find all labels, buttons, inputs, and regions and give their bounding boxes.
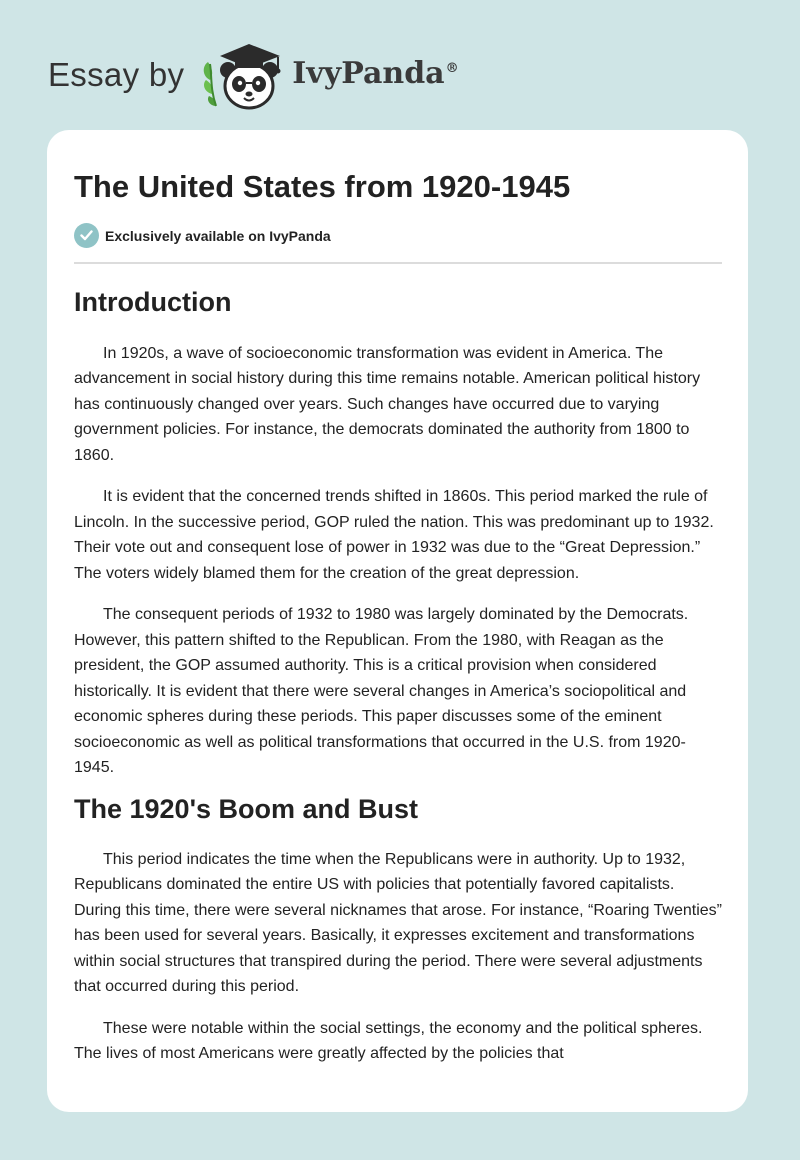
essay-card xyxy=(47,130,748,1112)
essay-title: The United States from 1920-1945 xyxy=(74,169,571,204)
paragraph: This period indicates the time when the Republicans were in authority. Up to 1932, Republicans dominated the entire US with policies that potentially favored capitalists. During this time, there were several nicknames that arose. For instance, “Roaring Twenties” has been used for several years. Basically, it expresses excitement and transformations within social structures that transpired during the period. There were several adjustments that occurred during this period. xyxy=(74,850,722,996)
paragraph: It is evident that the concerned trends shifted in 1860s. This period marked the rule of Lincoln. In the successive period, GOP ruled the nation. This was predominant up to 1932. Their vote out and consequent lose of power in 1932 was due to the “Great Depression.” The voters widely blamed them for the creation of the great depression. xyxy=(74,488,714,582)
section-heading: The 1920's Boom and Bust xyxy=(74,793,418,824)
panda-logo-icon xyxy=(198,36,290,112)
section-boom-and-bust xyxy=(74,793,722,1067)
brand-name[interactable] xyxy=(292,56,459,91)
paragraph: In 1920s, a wave of socioeconomic transformation was evident in America. The advancement in social history during this time remains notable. American political history has continuously changed over years. Such changes have occurred due to varying government policies. For instance, the democrats dominated the authority from 1800 to 1860. xyxy=(74,344,701,464)
exclusive-badge-label: Exclusively available on IvyPanda xyxy=(105,227,331,244)
title-divider xyxy=(74,262,722,264)
essay-by-label: Essay by xyxy=(48,55,185,93)
ivypanda-logo[interactable] xyxy=(198,36,290,112)
brand-name-text: IvyPanda xyxy=(292,56,445,91)
paragraph: These were notable within the social settings, the economy and the political spheres. The lives of most Americans were greatly affected by the policies that xyxy=(74,1019,703,1063)
section-introduction xyxy=(74,286,722,780)
registered-mark: ® xyxy=(445,61,459,76)
section-heading: Introduction xyxy=(74,287,232,318)
check-icon xyxy=(74,223,99,248)
site-header xyxy=(48,34,459,114)
paragraph: The consequent periods of 1932 to 1980 was largely dominated by the Democrats. However, this pattern shifted to the Republican. From the 1980, with Reagan as the president, the GOP assumed authority. This is a critical provision when considered historically. It is evident that there were several changes in America’s sociopolitical and economic spheres during these periods. This paper discusses some of the eminent socioeconomic as well as political transformations that occurred in the U.S. from 1920-1945. xyxy=(74,606,689,777)
exclusive-badge xyxy=(74,223,722,248)
